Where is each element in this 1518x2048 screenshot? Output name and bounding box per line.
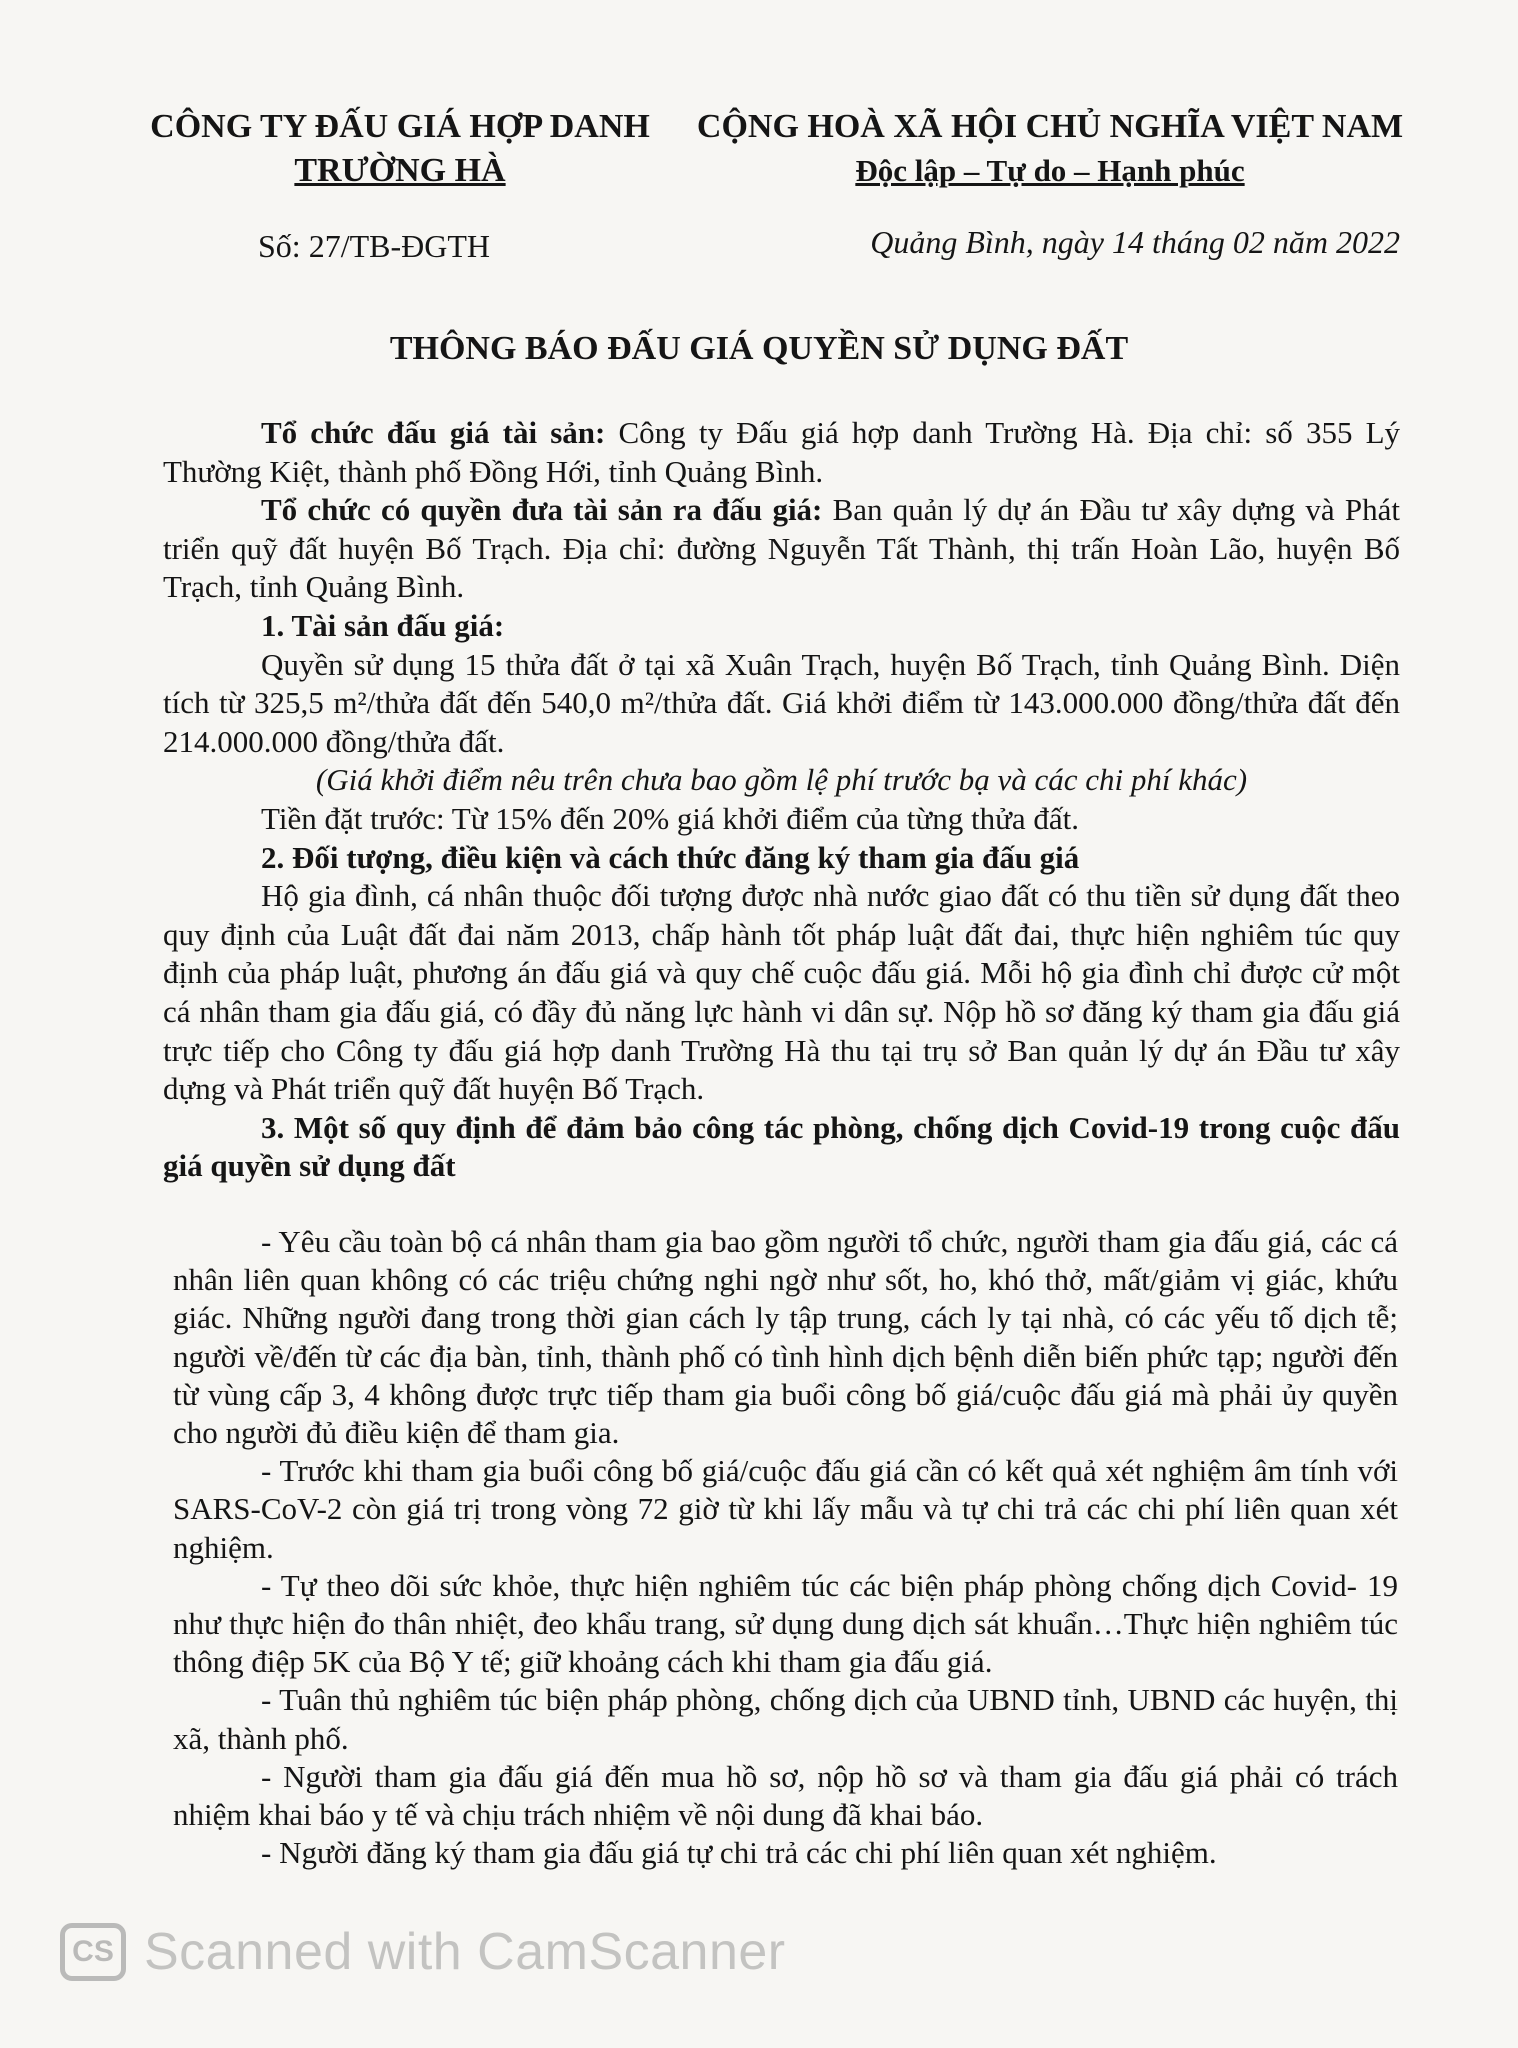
document-date: Quảng Bình, ngày 14 tháng 02 năm 2022 [870, 224, 1400, 260]
national-motto: Độc lập – Tự do – Hạnh phúc [855, 153, 1245, 188]
document-title: THÔNG BÁO ĐẤU GIÁ QUYỀN SỬ DỤNG ĐẤT [389, 330, 1129, 367]
section-1-deposit: Tiền đặt trước: Từ 15% đến 20% giá khởi điểm của từng thửa đất. [261, 800, 1080, 836]
section-1-heading: 1. Tài sản đấu giá: [261, 607, 505, 643]
country-name: CỘNG HOÀ XÃ HỘI CHỦ NGHĨA VIỆT NAM [696, 108, 1404, 145]
section-1-note: (Giá khởi điểm nêu trên chưa bao gồm lệ phí trước bạ và các chi phí khác) [315, 762, 1248, 798]
list-item: - Người đăng ký tham gia đấu giá tự chi trả các chi phí liên quan xét nghiệm. [261, 1835, 1217, 1871]
covid-rules-list [173, 1223, 1398, 1872]
list-item: - Trước khi tham gia buổi công bố giá/cuộc đấu giá cần có kết quả xét nghiệm âm tính với SARS-CoV-2 còn giá trị trong vòng 72 giờ từ khi lấy mẫu và tự chi trả các chi phí liên quan xét nghiệm. [173, 1453, 1398, 1565]
camscanner-watermark [60, 1920, 786, 1984]
list-item: - Yêu cầu toàn bộ cá nhân tham gia bao gồm người tổ chức, người tham gia đấu giá, các cá nhân liên quan không có các triệu chứng nghi ngờ như sốt, ho, khó thở, mất/giảm vị giác, khứu giác. Những người đang trong thời gian cách ly tập trung, cách ly tại nhà, có các yếu tố dịch tễ; người về/đến từ các địa bàn, tỉnh, thành phố có tình hình dịch bệnh diễn biến phức tạp; người đến từ vùng cấp 3, 4 không được trực tiếp tham gia buổi công bố giá/cuộc đấu giá mà phải ủy quyền cho người đủ điều kiện để tham gia. [173, 1224, 1398, 1451]
watermark-text: Scanned with CamScanner [144, 1923, 786, 1981]
section-2-text: Hộ gia đình, cá nhân thuộc đối tượng được nhà nước giao đất có thu tiền sử dụng đất theo quy định của Luật đất đai năm 2013, chấp hành tốt pháp luật đất đai, thực hiện nghiêm túc quy định của pháp luật, phương án đấu giá và quy chế cuộc đấu giá. Mỗi hộ gia đình chỉ được cử một cá nhân tham gia đấu giá, có đầy đủ năng lực hành vi dân sự. Nộp hồ sơ đăng ký tham gia đấu giá trực tiếp cho Công ty đấu giá hợp danh Trường Hà thu tại trụ sở Ban quản lý dự án Đầu tư xây dựng và Phát triển quỹ đất huyện Bố Trạch. [163, 878, 1400, 1107]
auction-organizer-paragraph [163, 414, 1400, 491]
document-body [163, 414, 1400, 1186]
auction-organizer-text: Công ty Đấu giá hợp danh Trường Hà. Địa chỉ: số 355 Lý Thường Kiệt, thành phố Đồng Hới, tỉnh Quảng Bình. [163, 415, 1401, 489]
section-2-heading: 2. Đối tượng, điều kiện và cách thức đăng ký tham gia đấu giá [261, 839, 1080, 875]
list-item: - Tuân thủ nghiêm túc biện pháp phòng, chống dịch của UBND tỉnh, UBND các huyện, thị xã, thành phố. [173, 1682, 1398, 1756]
section-3-heading: 3. Một số quy định để đảm bảo công tác phòng, chống dịch Covid-19 trong cuộc đấu giá quyền sử dụng đất [163, 1109, 1400, 1184]
asset-owner-label: Tổ chức có quyền đưa tài sản ra đấu giá: [261, 492, 823, 528]
asset-owner-text: Ban quản lý dự án Đầu tư xây dựng và Phát triển quỹ đất huyện Bố Trạch. Địa chỉ: đường Nguyễn Tất Thành, thị trấn Hoàn Lão, huyện Bố Trạch, tỉnh Quảng Bình. [163, 492, 1400, 605]
list-item: - Tự theo dõi sức khỏe, thực hiện nghiêm túc các biện pháp phòng chống dịch Covid- 19 như thực hiện đo thân nhiệt, đeo khẩu trang, sử dụng dung dịch sát khuẩn…Thực hiện nghiêm túc thông điệp 5K của Bộ Y tế; giữ khoảng cách khi tham gia đấu giá. [173, 1567, 1398, 1680]
section-1-text: Quyền sử dụng 15 thửa đất ở tại xã Xuân Trạch, huyện Bố Trạch, tỉnh Quảng Bình. Diện tích từ 325,5 m²/thửa đất đến 540,0 m²/thửa đất. Giá khởi điểm từ 143.000.000 đồng/thửa đất đến 214.000.000 đồng/thửa đất. [163, 646, 1400, 759]
national-heading [680, 105, 1420, 193]
camscanner-logo-icon: CS [60, 1923, 126, 1981]
list-item: - Người tham gia đấu giá đến mua hồ sơ, nộp hồ sơ và tham gia đấu giá phải có trách nhiệm khai báo y tế và chịu trách nhiệm về nội dung đã khai báo. [173, 1758, 1398, 1833]
auction-organizer-label: Tổ chức đấu giá tài sản: [261, 415, 606, 450]
issuer-block [120, 105, 680, 193]
issuer-name-line1: CÔNG TY ĐẤU GIÁ HỢP DANH [150, 108, 650, 145]
asset-owner-paragraph [163, 491, 1400, 607]
issuer-name-line2: TRƯỜNG HÀ [294, 152, 506, 189]
document-number: Số: 27/TB-ĐGTH [258, 228, 490, 264]
